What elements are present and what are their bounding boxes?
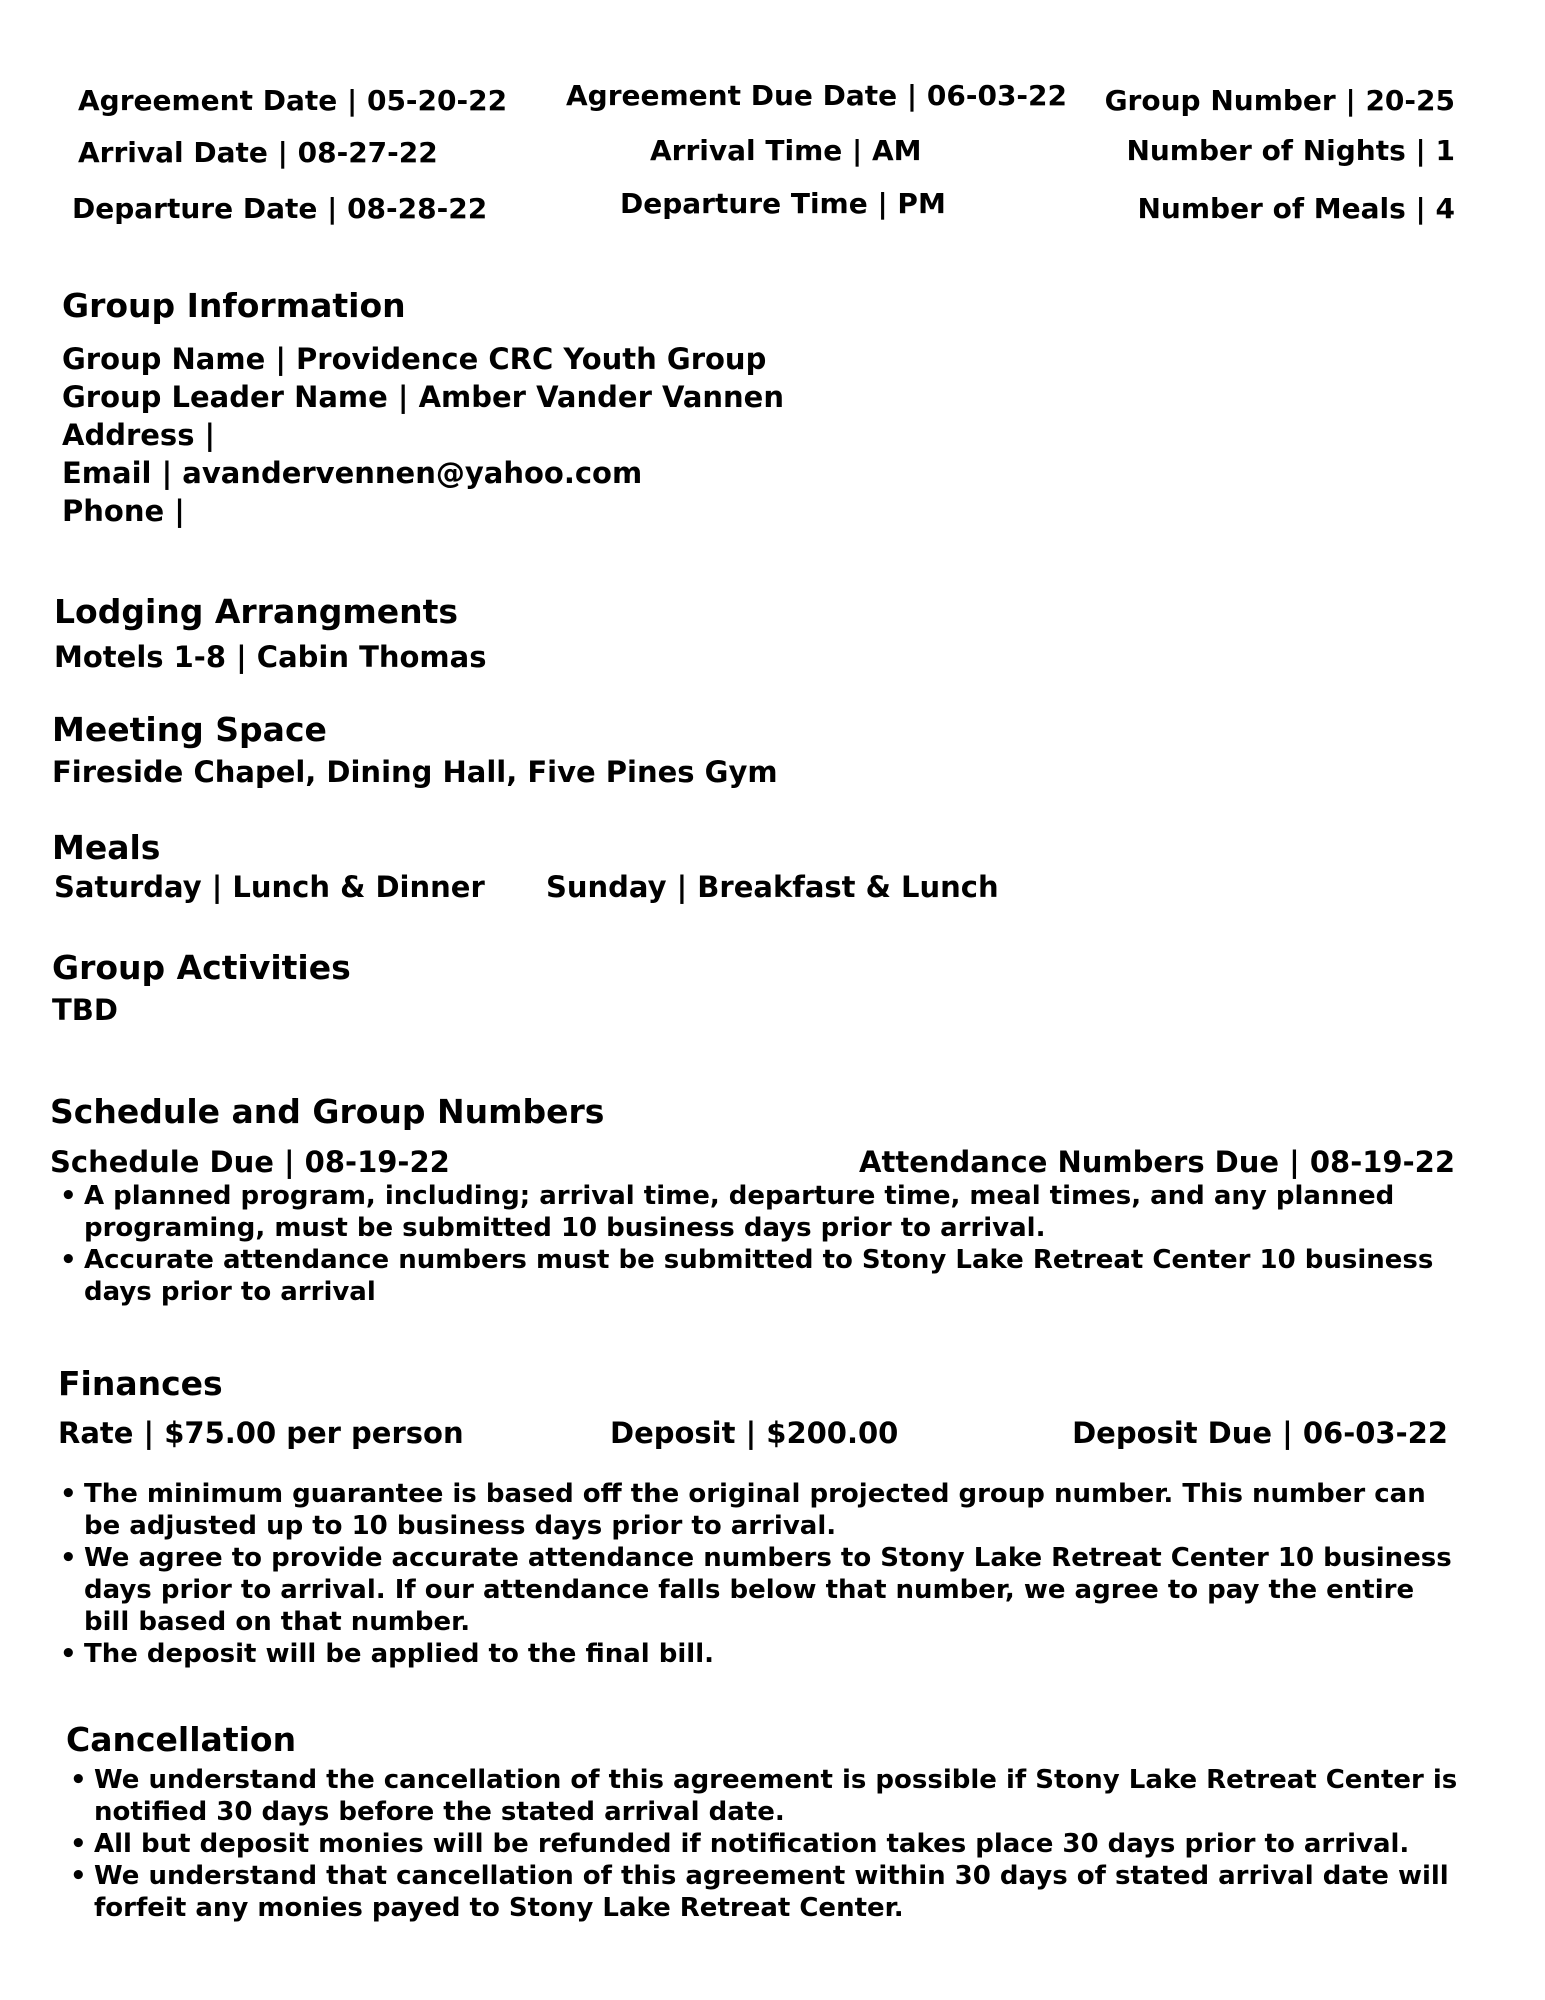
group-information-heading: Group Information — [62, 286, 406, 325]
list-item: • We understand the cancellation of this agreement is possible if Stony Lake Retreat Center is notified 30 days before the stated arrival date. — [62, 1764, 1462, 1828]
group-activities-value: TBD — [52, 993, 118, 1027]
list-item: • The deposit will be applied to the final bill. — [52, 1638, 1452, 1670]
arrival-time: Arrival Time | AM — [650, 134, 922, 167]
departure-time: Departure Time | PM — [620, 187, 946, 220]
group-name: Group Name | Providence CRC Youth Group — [62, 342, 767, 376]
departure-date: Departure Date | 08-28-22 — [72, 192, 488, 225]
finances-deposit-due: Deposit Due | 06-03-22 — [1072, 1416, 1448, 1450]
cancellation-heading: Cancellation — [66, 1720, 297, 1759]
list-item: • The minimum guarantee is based off the original projected group number. This number can be adjusted up to 10 business days prior to arrival. — [52, 1478, 1452, 1542]
finances-deposit: Deposit | $200.00 — [610, 1416, 899, 1450]
group-number: Group Number | 20-25 — [1104, 84, 1455, 117]
list-item: • All but deposit monies will be refunded if notification takes place 30 days prior to arrival. — [62, 1828, 1462, 1860]
meals-sunday: Sunday | Breakfast & Lunch — [546, 870, 999, 904]
meeting-space-heading: Meeting Space — [52, 710, 327, 749]
finances-heading: Finances — [58, 1364, 223, 1403]
meals-saturday: Saturday | Lunch & Dinner — [54, 870, 485, 904]
meals-heading: Meals — [52, 828, 161, 867]
lodging-value: Motels 1-8 | Cabin Thomas — [54, 640, 487, 674]
list-item: • We understand that cancellation of this agreement within 30 days of stated arrival date will forfeit any monies payed to Stony Lake Retreat Center. — [62, 1860, 1462, 1924]
list-item: • A planned program, including; arrival time, departure time, meal times, and any planned programing, must be submitted 10 business days prior to arrival. — [52, 1180, 1452, 1244]
list-item: • We agree to provide accurate attendance numbers to Stony Lake Retreat Center 10 business days prior to arrival. If our attendance falls below that number, we agree to pay the entire bill based on that number. — [52, 1542, 1452, 1638]
agreement-date: Agreement Date | 05-20-22 — [78, 84, 508, 117]
lodging-heading: Lodging Arrangments — [54, 592, 459, 631]
cancellation-bullet-list — [62, 1764, 1462, 1924]
group-address: Address | — [62, 418, 216, 452]
meeting-space-value: Fireside Chapel, Dining Hall, Five Pines Gym — [52, 755, 778, 789]
schedule-bullet-list — [52, 1180, 1452, 1308]
group-phone: Phone | — [62, 494, 185, 528]
group-leader-name: Group Leader Name | Amber Vander Vannen — [62, 380, 784, 414]
finances-rate: Rate | $75.00 per person — [58, 1416, 464, 1450]
arrival-date: Arrival Date | 08-27-22 — [78, 136, 438, 169]
finances-bullet-list — [52, 1478, 1452, 1670]
list-item: • Accurate attendance numbers must be submitted to Stony Lake Retreat Center 10 business days prior to arrival — [52, 1244, 1452, 1308]
group-activities-heading: Group Activities — [52, 948, 351, 987]
schedule-due: Schedule Due | 08-19-22 — [50, 1145, 450, 1179]
number-of-meals: Number of Meals | 4 — [1137, 192, 1455, 225]
agreement-due-date: Agreement Due Date | 06-03-22 — [566, 79, 1068, 112]
number-of-nights: Number of Nights | 1 — [1126, 134, 1455, 167]
schedule-heading: Schedule and Group Numbers — [50, 1092, 605, 1131]
group-email: Email | avandervennen@yahoo.com — [62, 456, 643, 490]
attendance-numbers-due: Attendance Numbers Due | 08-19-22 — [859, 1145, 1455, 1179]
